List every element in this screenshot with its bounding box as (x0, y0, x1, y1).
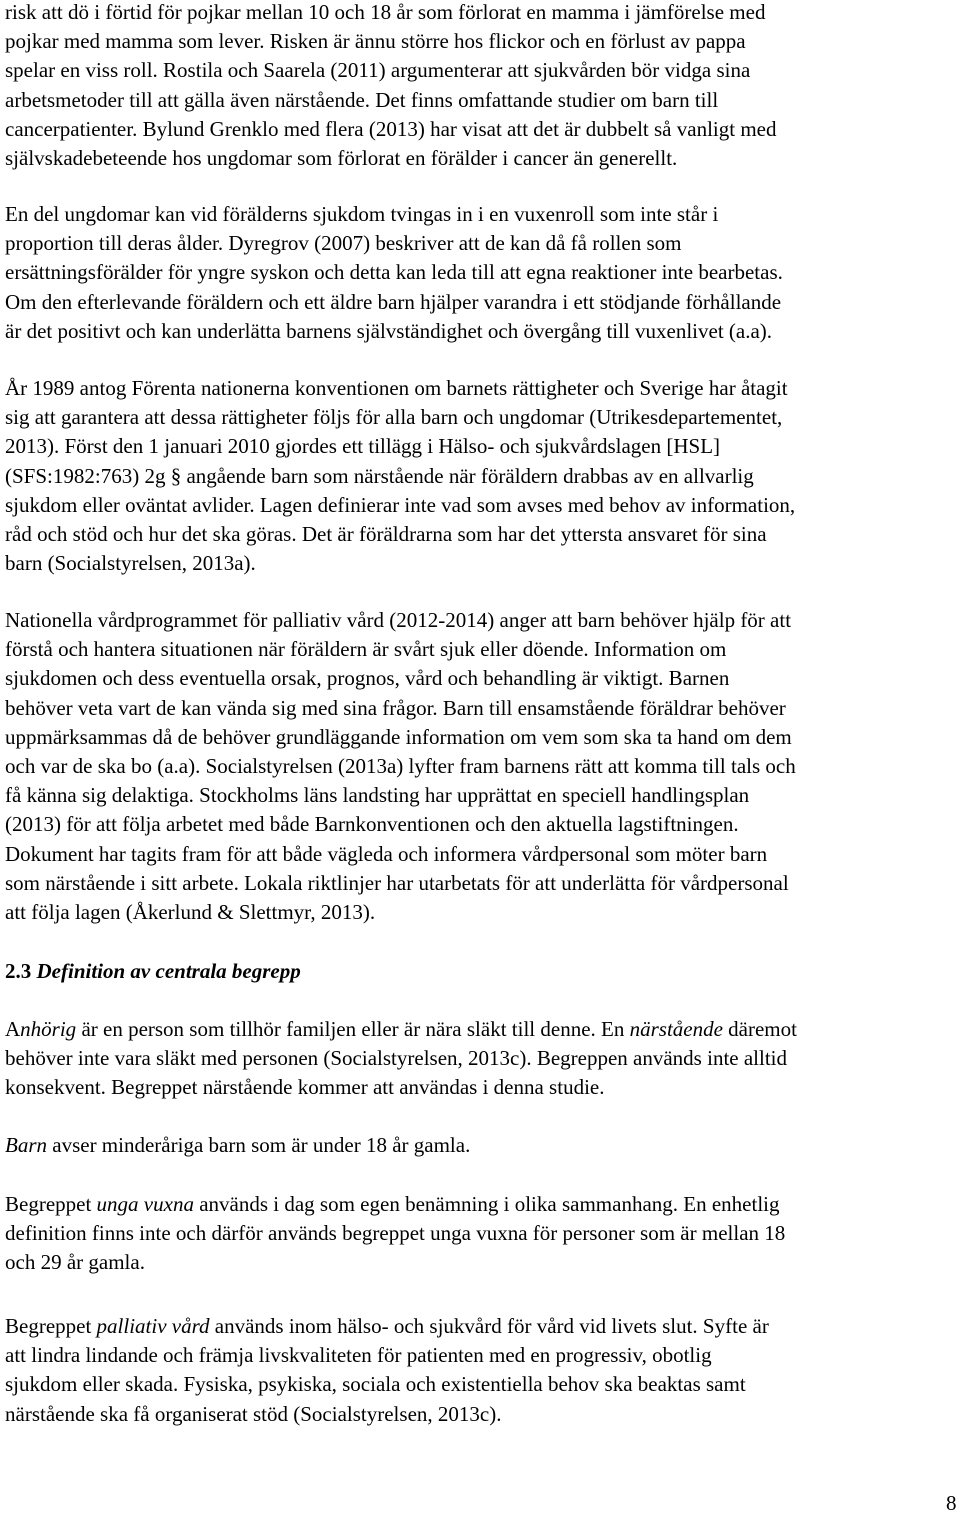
text-line (5, 1312, 769, 1341)
text-line: risk att dö i förtid för pojkar mellan 10 och 18 år som förlorat en mamma i jämförelse med (5, 0, 766, 24)
text-line: och 29 år gamla. (5, 1250, 145, 1275)
text-line: konsekvent. Begreppet närstående kommer att användas i denna studie. (5, 1075, 605, 1100)
section-heading (5, 957, 301, 986)
text-run: används inom hälso- och sjukvård för vård vid livets slut. Syfte är (209, 1314, 769, 1338)
text-line: och var de ska bo (a.a). Socialstyrelsen (2013a) lyfter fram barnens rätt att komma till tals och (5, 753, 796, 778)
term-anhorig: nhörig (20, 1017, 77, 1041)
text-line (5, 1015, 797, 1044)
text-line: cancerpatienter. Bylund Grenklo med flera (2013) har visat att det är dubbelt så vanligt med (5, 116, 777, 141)
term-unga-vuxna: unga vuxna (96, 1192, 194, 1216)
text-line: närstående ska få organiserat stöd (Socialstyrelsen, 2013c). (5, 1401, 502, 1426)
text-run: används i dag som egen benämning i olika sammanhang. En enhetlig (193, 1192, 780, 1216)
text-line (5, 1190, 785, 1219)
text-line: Om den efterlevande föräldern och ett äldre barn hjälper varandra i ett stödjande förhållande (5, 289, 782, 314)
text-line: få känna sig delaktiga. Stockholms läns landsting har upprättat en speciell handlingsplan (5, 783, 750, 808)
text-line: arbetsmetoder till att gälla även närstående. Det finns omfattande studier om barn till (5, 87, 719, 112)
text-line: att lindra lindande och främja livskvaliteten för patienten med en progressiv, obotlig (5, 1343, 712, 1368)
text-line: som närstående i sitt arbete. Lokala riktlinjer har utarbetats för att underlätta för vårdpersonal (5, 870, 789, 895)
text-line: uppmärksammas då de behöver grundläggande information om vem som ska ta hand om dem (5, 724, 792, 749)
text-line: Nationella vårdprogrammet för palliativ vård (2012-2014) anger att barn behöver hjälp för att (5, 608, 792, 632)
paragraph-risk (5, 0, 776, 173)
text-line: pojkar med mamma som lever. Risken är ännu större hos flickor och en förlust av pappa (5, 29, 746, 54)
definition-anhorig (5, 1015, 797, 1103)
definition-barn (5, 1131, 470, 1160)
page-number: 8 (946, 1491, 957, 1515)
definition-palliativ-vard (5, 1312, 769, 1429)
section-number: 2.3 (5, 959, 32, 983)
text-run: Begreppet (5, 1192, 97, 1216)
text-line: sjukdomen och dess eventuella orsak, prognos, vård och behandling är viktigt. Barnen (5, 666, 730, 691)
term-palliativ-vard: palliativ vård (96, 1314, 210, 1338)
text-line: barn (Socialstyrelsen, 2013a). (5, 551, 256, 576)
term-barn: Barn (5, 1133, 47, 1157)
text-line: förstå och hantera situationen när föräldern är svårt sjuk eller döende. Information om (5, 637, 727, 662)
text-line: sjukdom eller skada. Fysiska, psykiska, sociala och existentiella behov ska beaktas samt (5, 1372, 746, 1397)
text-line: behöver inte vara släkt med personen (Socialstyrelsen, 2013c). Begreppen används inte alltid (5, 1046, 788, 1071)
text-line: spelar en viss roll. Rostila och Saarela (2011) argumenterar att sjukvården bör vidga sina (5, 58, 751, 83)
definition-unga-vuxna (5, 1190, 785, 1278)
paragraph-vuxenroll (5, 200, 783, 346)
text-line: är det positivt och kan underlätta barnens självständighet och övergång till vuxenlivet (a.a). (5, 318, 773, 343)
text-line: År 1989 antog Förenta nationerna konventionen om barnets rättigheter och Sverige har åtagit (5, 376, 788, 400)
term-narstaende: närstående (629, 1017, 723, 1041)
text-line: Dokument har tagits fram för att både vägleda och informera vårdpersonal som möter barn (5, 841, 768, 866)
section-title: Definition av centrala begrepp (36, 959, 301, 983)
text-line: (2013) för att följa arbetet med både Barnkonventionen och den aktuella lagstiftningen. (5, 812, 739, 837)
text-line: proportion till deras ålder. Dyregrov (2007) beskriver att de kan då få rollen som (5, 231, 682, 256)
text-line: definition finns inte och därför används begreppet unga vuxna för personer som är mellan 18 (5, 1221, 786, 1246)
text-line: En del ungdomar kan vid förälderns sjukdom tvingas in i en vuxenroll som inte står i (5, 202, 719, 226)
text-run: är en person som tillhör familjen eller är nära släkt till denne. En (76, 1017, 630, 1041)
text-run: A (5, 1017, 21, 1041)
text-line: sig att garantera att dessa rättigheter följs för alla barn och ungdomar (Utrikesdepartementet, (5, 405, 783, 430)
text-line: ersättningsförälder för yngre syskon och detta kan leda till att egna reaktioner inte bearbetas. (5, 260, 783, 285)
text-line: att följa lagen (Åkerlund & Slettmyr, 2013). (5, 899, 376, 924)
paragraph-vardprogram (5, 606, 796, 927)
text-line (5, 1131, 470, 1160)
text-line: behöver veta vart de kan vända sig med sina frågor. Barn till ensamstående föräldrar behöver (5, 695, 786, 720)
text-line: 2013). Först den 1 januari 2010 gjordes ett tillägg i Hälso- och sjukvårdslagen [HSL] (5, 434, 721, 459)
text-line: självskadebeteende hos ungdomar som förlorat en förälder i cancer än generellt. (5, 145, 678, 170)
text-line: sjukdom eller oväntat avlider. Lagen definierar inte vad som avses med behov av information, (5, 492, 796, 517)
paragraph-barnkonventionen (5, 374, 795, 578)
text-run: avser minderåriga barn som är under 18 år gamla. (47, 1133, 471, 1157)
text-line: råd och stöd och hur det ska göras. Det är föräldrarna som har det yttersta ansvaret för sina (5, 521, 767, 546)
text-run: Begreppet (5, 1314, 97, 1338)
text-line: (SFS:1982:763) 2g § angående barn som närstående när föräldern drabbas av en allvarlig (5, 463, 754, 488)
text-run: däremot (722, 1017, 797, 1041)
